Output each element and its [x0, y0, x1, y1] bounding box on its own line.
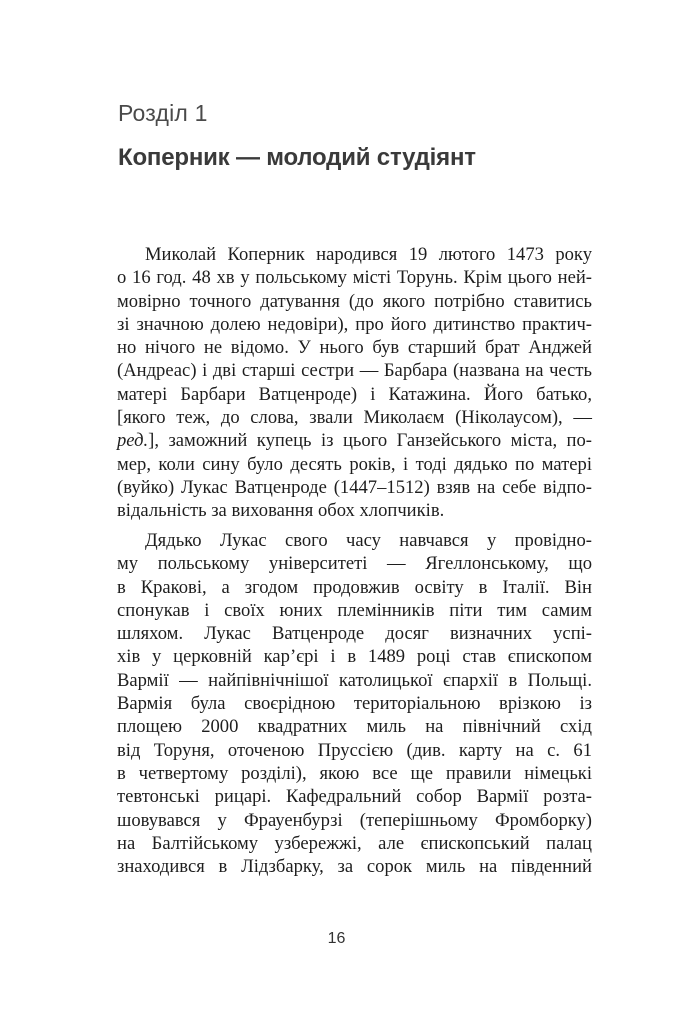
text-line: шовувався у Фрауенбурзі (теперішньому Фромборку): [117, 809, 592, 831]
text-line: матері Барбари Ватценроде) і Катажина. Його батько,: [117, 383, 592, 405]
chapter-title: Коперник — молодий студіянт: [118, 144, 476, 171]
text-line: в Кракові, а згодом продовжив освіту в Італії. Він: [117, 576, 592, 598]
page-number: 16: [327, 930, 346, 947]
text-line: Дядько Лукас свого часу навчався у провідно-: [145, 530, 592, 551]
text-line: в четвертому розділі), якою все ще правили німецькі: [117, 762, 592, 784]
text-line: [якого теж, до слова, звали Миколаєм (Ніколаусом), —: [117, 407, 592, 429]
text-line: хів у церковній кар’єрі і в 1489 році став єпископом: [117, 646, 592, 668]
text-line: му польському університеті — Ягеллонському, що: [117, 553, 592, 575]
text-line: мер, коли сину було десять років, і тоді дядько по матері: [117, 453, 592, 475]
text-line: мовірно точного датування (до якого потрібно ставитись: [117, 290, 592, 312]
text-line: від Торуня, оточеною Пруссією (див. карту на с. 61: [117, 739, 592, 761]
text-line: Миколай Коперник народився 19 лютого 1473 року: [145, 244, 592, 265]
text-line: но нічого не відомо. У нього був старший брат Анджей: [117, 337, 592, 359]
text-line: шляхом. Лукас Ватценроде досяг визначних успі-: [117, 623, 592, 645]
text-line: о 16 год. 48 хв у польському місті Торунь. Крім цього ней-: [117, 267, 592, 289]
text-line: відальність за виховання обох хлопчиків.: [117, 500, 445, 522]
text-line: знаходився в Лідзбарку, за сорок миль на південний: [117, 856, 592, 878]
text-line: зі значною долею недовіри), про його дитинство практич-: [117, 313, 592, 335]
paragraph-2: [117, 529, 592, 878]
text-line: тевтонські рицарі. Кафедральний собор Вармії розта-: [117, 786, 592, 808]
text-line-italic-start: ред.], заможний купець із цього Ганзейського міста, по-: [117, 430, 592, 452]
text-line: Вармії — найпівнічнішої католицької єпархії в Польщі.: [117, 669, 592, 691]
text-line: спонукав і своїх юних племінників піти тим самим: [117, 599, 592, 621]
text-line: Вармія була своєрідною територіальною врізкою із: [117, 693, 592, 715]
text-line: площею 2000 квадратних миль на північний схід: [117, 716, 592, 738]
chapter-label: Розділ 1: [118, 100, 208, 126]
text-line: на Балтійському узбережжі, але єпископський палац: [117, 832, 592, 854]
text-line: (Андреас) і дві старші сестри — Барбара (названа на честь: [117, 360, 592, 382]
paragraph-1: [117, 243, 592, 523]
editor-note: ред.: [117, 430, 149, 452]
text-line: (вуйко) Лукас Ватценроде (1447–1512) взяв на себе відпо-: [117, 476, 592, 498]
